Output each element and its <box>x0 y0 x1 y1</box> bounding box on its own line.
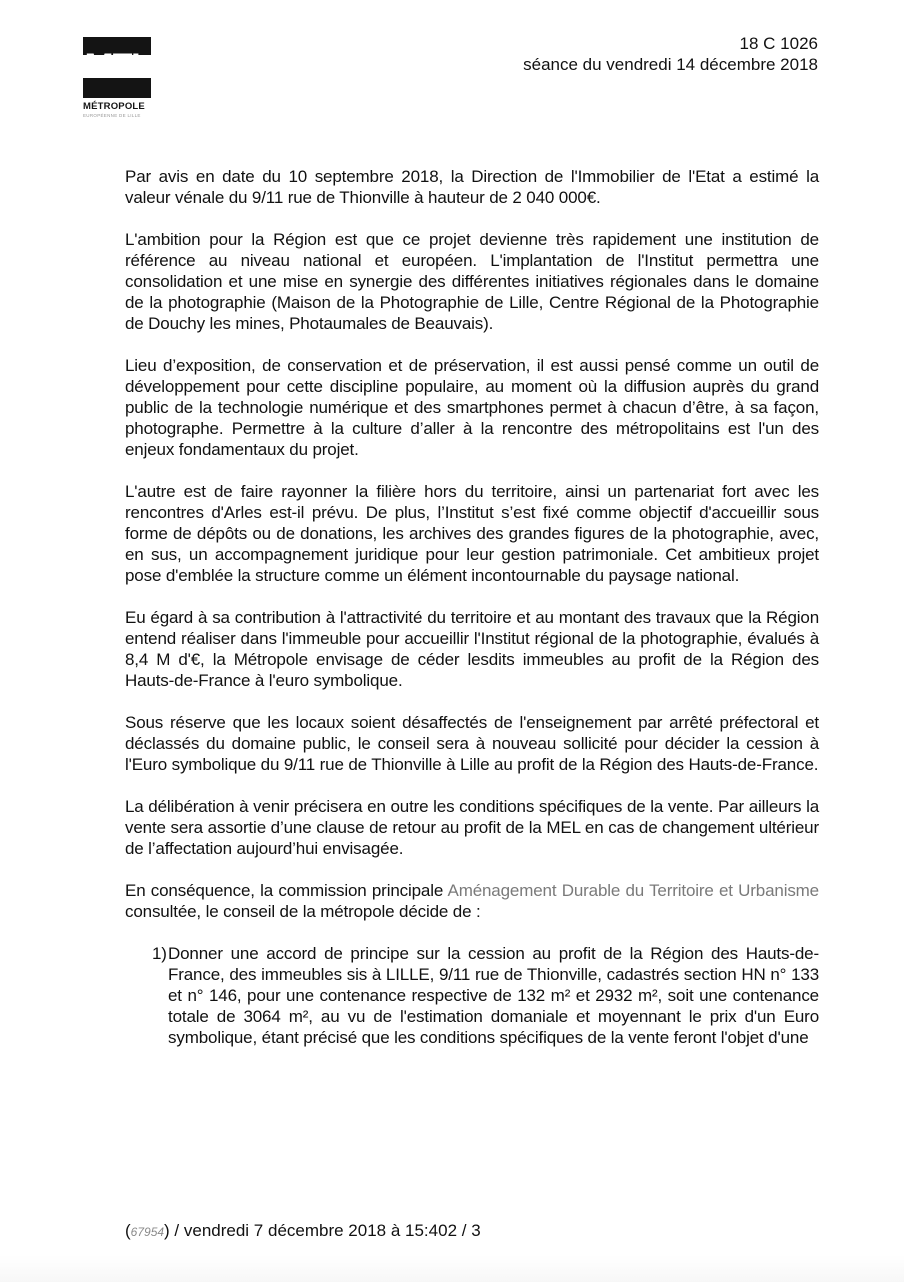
footer-date-page: ) / vendredi 7 décembre 2018 à 15:402 / 3 <box>164 1221 481 1240</box>
decision-text: Donner une accord de principe sur la cession au profit de la Région des Hauts-de-France, des immeubles sis à LILLE, 9/11 rue de Thionville, cadastrés section HN n° 133 et n° 146, pour une contenance respective de 132 m² et 2932 m², soit une contenance totale de 3064 m², au vu de l'estimation domaniale et moyennant le prix d'un Euro symbolique, étant précisé que les conditions spécifiques de la vente feront l'objet d'une <box>168 944 819 1047</box>
paragraph-reservation: Sous réserve que les locaux soient désaffectés de l'enseignement par arrêté préfectoral et déclassés du domaine public, le conseil sera à nouveau sollicité pour décider la cession à l'Euro symbolique du 9/11 rue de Thionville à Lille au profit de la Région des Hauts-de-France. <box>125 713 819 774</box>
paragraph-deliberation: La délibération à venir précisera en outre les conditions spécifiques de la vente. Par ailleurs la vente sera assortie d’une clause de retour au profit de la MEL en cas de changement ultérieur de l’affectation aujourd’hui envisagée. <box>125 797 819 858</box>
mel-logo <box>83 37 151 118</box>
logo-mark-text: MEL <box>84 47 150 86</box>
logo-mark <box>83 37 151 98</box>
commission-name: Aménagement Durable du Territoire et Urbanisme <box>447 881 819 900</box>
decision-number: 1) <box>152 944 167 963</box>
page-footer <box>125 1220 481 1243</box>
footer-open-paren: ( <box>125 1221 131 1240</box>
deliberation-reference: 18 C 1026 <box>739 34 818 53</box>
document-body <box>125 166 819 1048</box>
paragraph-ambition: L'ambition pour la Région est que ce projet devienne très rapidement une institution de référence au niveau national et européen. L'implantation de l'Institut permettra une consolidation et une mise en synergie des différentes initiatives régionales dans le domaine de la photographie (Maison de la Photographie de Lille, Centre Régional de la Photographie de Douchy les mines, Photaumales de Beauvais). <box>125 230 819 333</box>
session-date: séance du vendredi 14 décembre 2018 <box>523 55 818 74</box>
paragraph-contribution: Eu égard à sa contribution à l'attractivité du territoire et au montant des travaux que la Région entend réaliser dans l'immeuble pour accueillir l'Institut régional de la photographie, évalués à 8,4 M d'€, la Métropole envisage de céder lesdits immeubles au profit de la Région des Hauts-de-France à l'euro symbolique. <box>125 608 819 690</box>
logo-name: MÉTROPOLE <box>83 101 145 112</box>
conclusion-intro: En conséquence, la commission principale <box>125 881 448 900</box>
paragraph-exhibition: Lieu d’exposition, de conservation et de préservation, il est aussi pensé comme un outil de développement pour cette discipline populaire, au moment où la diffusion auprès du grand public de la technologie numérique et des smartphones permet à chacun d’être, à sa façon, photographe. Permettre à la culture d’aller à la rencontre des métropolitains est l'un des enjeux fondamentaux du projet. <box>125 356 819 459</box>
paragraph-conclusion <box>125 880 819 922</box>
paragraph-valuation: Par avis en date du 10 septembre 2018, la Direction de l'Immobilier de l'Etat a estimé la valeur vénale du 9/11 rue de Thionville à hauteur de 2 040 000€. <box>125 167 819 207</box>
paragraph-influence: L'autre est de faire rayonner la filière hors du territoire, ainsi un partenariat fort avec les rencontres d'Arles est-il prévu. De plus, l’Institut s’est fixé comme objectif d'accueillir sous forme de dépôts ou de donations, les archives des grandes figures de la photographie, avec, en sus, un accompagnement juridique pour leur gestion patrimoniale. Cet ambitieux projet pose d'emblée la structure comme un élément incontournable du paysage national. <box>125 482 819 585</box>
document-header <box>523 33 818 75</box>
logo-subtitle: EUROPÉENNE DE LILLE <box>83 113 141 118</box>
decision-list <box>125 943 819 1048</box>
conclusion-outro: consultée, le conseil de la métropole décide de : <box>125 902 481 921</box>
footer-document-id: 67954 <box>130 1225 165 1239</box>
decision-item <box>125 943 819 1048</box>
